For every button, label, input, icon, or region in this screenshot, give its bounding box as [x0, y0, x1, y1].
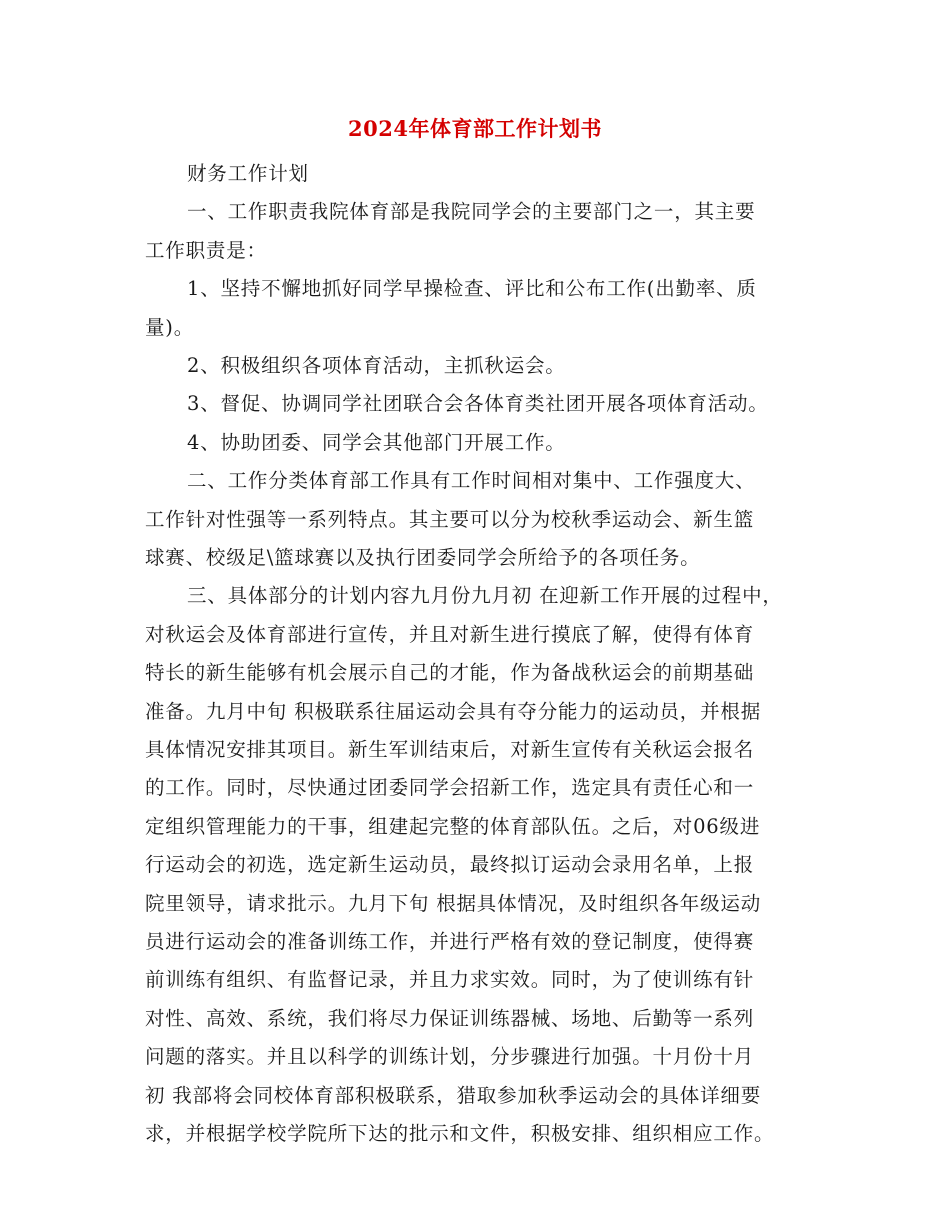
body-line: 财务工作计划 [187, 162, 309, 185]
body-line: 三、具体部分的计划内容九月份九月初 在迎新工作开展的过程中， [187, 584, 783, 608]
body-line: 4、协助团委、同学会其他部门开展工作。 [187, 430, 566, 454]
body-line: 2、积极组织各项体育活动，主抓秋运会。 [187, 354, 566, 377]
body-line: 对秋运会及体育部进行宣传，并且对新生进行摸底了解，使得有体育 [145, 622, 755, 646]
body-line: 工作职责是： [145, 238, 267, 262]
body-line: 球赛、校级足\篮球赛以及执行团委同学会所给予的各项任务。 [145, 546, 701, 569]
body-line: 准备。九月中旬 积极联系往届运动会具有夺分能力的运动员，并根据 [145, 699, 761, 723]
body-line: 的工作。同时，尽快通过团委同学会招新工作，选定具有责任心和一 [145, 776, 755, 800]
body-line: 二、工作分类体育部工作具有工作时间相对集中、工作强度大、 [187, 469, 756, 493]
body-line: 初 我部将会同校体育部积极联系，猎取参加秋季运动会的具体详细要 [145, 1083, 761, 1107]
body-line: 行运动会的初选，选定新生运动员，最终拟订运动会录用名单，上报 [145, 853, 755, 877]
body-line: 院里领导，请求批示。九月下旬 根据具体情况，及时组织各年级运动 [145, 891, 761, 915]
document-title: 2024年体育部工作计划书 [348, 116, 602, 141]
body-line: 工作针对性强等一系列特点。其主要可以分为校秋季运动会、新生篮 [145, 507, 755, 531]
body-line: 对性、高效、系统，我们将尽力保证训练器械、场地、后勤等一系列 [145, 1006, 755, 1030]
body-line: 量)。 [145, 315, 195, 339]
body-line: 具体情况安排其项目。新生军训结束后，对新生宣传有关秋运会报名 [145, 738, 755, 761]
body-line: 前训练有组织、有监督记录，并且力求实效。同时，为了使训练有针 [145, 968, 755, 992]
body-line: 定组织管理能力的干事，组建起完整的体育部队伍。之后，对06级进 [145, 814, 761, 838]
body-line: 3、督促、协调同学社团联合会各体育类社团开展各项体育活动。 [187, 392, 769, 416]
body-line: 1、坚持不懈地抓好同学早操检查、评比和公布工作(出勤率、质 [187, 277, 757, 301]
body-line: 问题的落实。并且以科学的训练计划，分步骤进行加强。十月份十月 [145, 1045, 755, 1069]
body-line: 求，并根据学校学院所下达的批示和文件，积极安排、组织相应工作。 [145, 1122, 775, 1145]
body-line: 员进行运动会的准备训练工作，并进行严格有效的登记制度，使得赛 [145, 930, 755, 953]
body-line: 一、工作职责我院体育部是我院同学会的主要部门之一，其主要 [187, 200, 756, 224]
body-line: 特长的新生能够有机会展示自己的才能，作为备战秋运会的前期基础 [145, 661, 755, 685]
